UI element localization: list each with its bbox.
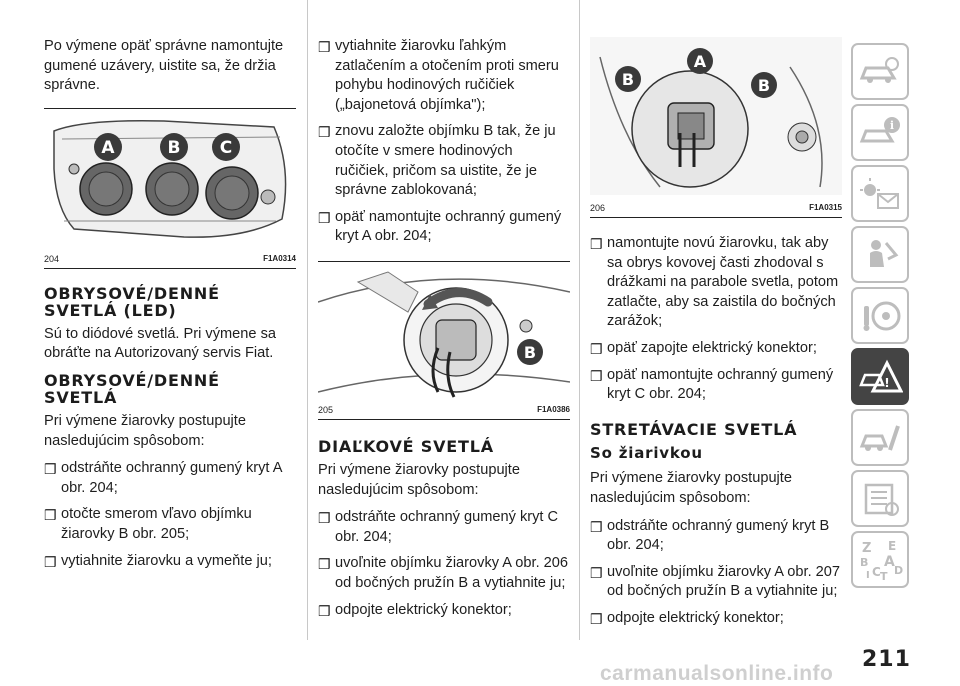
emergency-icon bbox=[857, 359, 903, 395]
section-heading-stretavacie: STRETÁVACIE SVETLÁ bbox=[590, 419, 798, 439]
index-icon bbox=[856, 538, 904, 582]
svg-text:A: A bbox=[884, 553, 895, 570]
figure-label-b-right bbox=[751, 72, 777, 98]
car-info-icon bbox=[858, 115, 902, 151]
bulb-socket-illustration bbox=[318, 262, 570, 402]
tab-airbag-safety[interactable] bbox=[851, 226, 909, 283]
section-heading-led: OBRYSOVÉ/DENNÉ SVETLÁ (LED) bbox=[44, 283, 220, 320]
figure-caption bbox=[318, 402, 570, 419]
tab-emergency[interactable] bbox=[851, 348, 909, 405]
svg-text:i: i bbox=[889, 118, 895, 132]
figure-204 bbox=[44, 108, 296, 269]
list-item: ❒ odpojte elektrický konektor; bbox=[318, 601, 512, 619]
svg-text:B: B bbox=[860, 555, 869, 569]
svg-text:Z: Z bbox=[862, 540, 872, 556]
headlight-illustration bbox=[44, 109, 296, 251]
column-1 bbox=[44, 37, 296, 578]
figure-code: F1A0315 bbox=[809, 203, 842, 212]
figure-number: 206 bbox=[590, 203, 606, 213]
specifications-icon bbox=[858, 481, 902, 517]
tab-maintenance[interactable] bbox=[851, 409, 909, 466]
figure-label-b bbox=[160, 133, 188, 161]
list-item: ❒ znovu založte objímku B tak, že ju otočíte v smere hodinových ručičiek, pričom sa uistite, že je správne zablokovaná; bbox=[318, 123, 556, 199]
maintenance-icon bbox=[858, 420, 902, 456]
list-item: ❒ otočte smerom vľavo objímku žiarovky B obr. 205; bbox=[44, 506, 252, 542]
column-separator bbox=[307, 0, 308, 640]
figure-number: 204 bbox=[44, 253, 60, 264]
column-2 bbox=[318, 37, 570, 627]
svg-text:A: A bbox=[101, 137, 115, 158]
led-paragraph: Sú to diódové svetlá. Pri výmene sa obráťte na Autorizovaný servis Fiat. bbox=[44, 325, 276, 362]
page-number: 211 bbox=[862, 647, 911, 672]
figure-label-c bbox=[212, 133, 240, 161]
steering-start-icon bbox=[858, 298, 902, 334]
svg-text:B: B bbox=[621, 70, 635, 89]
watermark: carmanualsonline.info bbox=[600, 662, 834, 685]
intro-paragraph: Po výmene opäť správne namontujte gumené uzávery, uistite sa, že držia správne. bbox=[44, 38, 284, 94]
section-heading-dialkove: DIAĽKOVÉ SVETLÁ bbox=[318, 436, 494, 456]
figure-label-a bbox=[687, 48, 713, 74]
figure-label-b bbox=[517, 339, 543, 365]
column-separator bbox=[579, 0, 580, 640]
tab-warning-lights[interactable] bbox=[851, 165, 909, 222]
list-item: ❒ opäť zapojte elektrický konektor; bbox=[590, 339, 817, 357]
list-item: ❒ vytiahnite žiarovku ľahkým zatlačením a otočením proti smeru pohybu hodinových ručičiek („bajonetová objímka"); bbox=[318, 38, 559, 113]
figure-label-a bbox=[94, 133, 122, 161]
svg-text:T: T bbox=[880, 569, 888, 582]
figure-caption bbox=[590, 200, 842, 217]
stretavacie-paragraph: Pri výmene žiarovky postupujte nasledujúcim spôsobom: bbox=[590, 470, 792, 506]
tab-car-knowledge[interactable] bbox=[851, 43, 909, 100]
svg-text:B: B bbox=[757, 76, 771, 95]
tab-specifications[interactable] bbox=[851, 470, 909, 527]
svg-text:C: C bbox=[872, 564, 881, 579]
figure-number: 205 bbox=[318, 404, 334, 415]
list-item: ❒ opäť namontujte ochranný gumený kryt C obr. 204; bbox=[590, 366, 834, 403]
figure-label-b-left bbox=[615, 66, 641, 92]
obrysove-paragraph: Pri výmene žiarovky postupujte nasledujúcim spôsobom: bbox=[44, 412, 246, 449]
list-item: ❒ vytiahnite žiarovku a vymeňte ju; bbox=[44, 552, 272, 570]
list-item: ❒ uvoľnite objímku žiarovky A obr. 206 od bočných pružín B a vytiahnite ju; bbox=[318, 555, 569, 591]
list-item: ❒ odpojte elektrický konektor; bbox=[590, 609, 784, 627]
headlamp-bulb-illustration bbox=[590, 37, 842, 195]
list-item: ❒ odstráňte ochranný gumený kryt C obr. 204; bbox=[318, 509, 559, 545]
svg-text:B: B bbox=[167, 137, 181, 158]
subheading-ziarivka: So žiarivkou bbox=[590, 443, 703, 462]
svg-text:I: I bbox=[866, 569, 870, 581]
svg-text:A: A bbox=[693, 52, 707, 71]
tab-index[interactable] bbox=[851, 531, 909, 588]
svg-text:B: B bbox=[523, 342, 537, 362]
svg-text:!: ! bbox=[884, 375, 890, 390]
section-heading-obrysove: OBRYSOVÉ/DENNÉ SVETLÁ bbox=[44, 370, 220, 407]
figure-code: F1A0386 bbox=[537, 404, 570, 414]
list-item: ❒ namontujte novú žiarovku, tak aby sa obrys kovovej časti zhodoval s drážkami na parabole svetla, potom zatlačte, aby sa zaistila do bočných zarážok; bbox=[590, 235, 839, 330]
dialkove-paragraph: Pri výmene žiarovky postupujte nasledujúcim spôsobom: bbox=[318, 461, 520, 498]
tab-car-info[interactable] bbox=[851, 104, 909, 161]
svg-text:E: E bbox=[888, 538, 897, 553]
car-knowledge-icon bbox=[858, 54, 902, 90]
figure-206 bbox=[590, 37, 842, 218]
figure-205 bbox=[318, 261, 570, 420]
svg-text:D: D bbox=[894, 563, 904, 577]
list-item: ❒ odstráňte ochranný gumený kryt B obr. 204; bbox=[590, 517, 830, 554]
svg-text:C: C bbox=[219, 137, 233, 158]
list-item: ❒ opäť namontujte ochranný gumený kryt A obr. 204; bbox=[318, 208, 562, 245]
figure-caption bbox=[44, 251, 296, 268]
column-3 bbox=[590, 234, 842, 636]
chapter-sidebar bbox=[851, 43, 909, 592]
tab-steering-start[interactable] bbox=[851, 287, 909, 344]
airbag-safety-icon bbox=[858, 237, 902, 273]
list-item: ❒ uvoľnite objímku žiarovky A obr. 207 od bočných pružín B a vytiahnite ju; bbox=[590, 563, 841, 600]
list-item: ❒ odstráňte ochranný gumený kryt A obr. 204; bbox=[44, 460, 282, 496]
figure-code: F1A0314 bbox=[263, 253, 296, 263]
warning-lights-icon bbox=[858, 176, 902, 212]
